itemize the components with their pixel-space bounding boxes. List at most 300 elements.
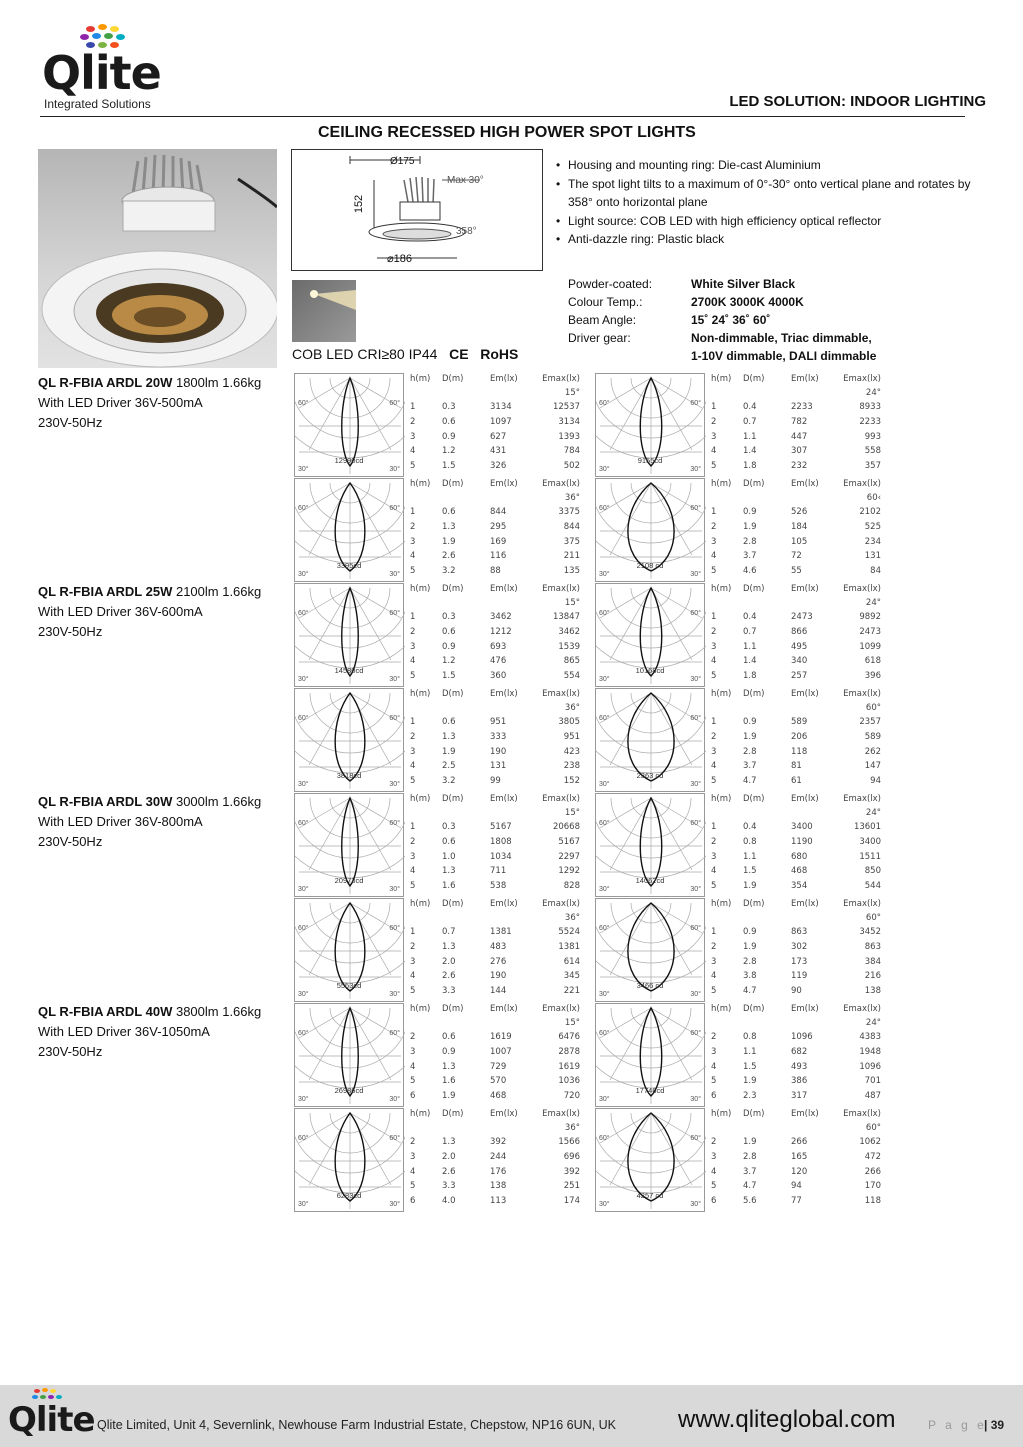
table-cell: 1	[410, 717, 416, 727]
table-row	[709, 612, 885, 624]
table-row	[709, 671, 885, 683]
table-cell: 1.3	[442, 1061, 456, 1072]
table-cell: 3	[711, 1151, 717, 1162]
table-cell: 4	[410, 656, 416, 667]
table-cell: 720	[563, 1091, 580, 1102]
table-row	[709, 732, 885, 744]
table-cell: 184	[791, 521, 808, 532]
table-cell: 1034	[490, 851, 512, 862]
table-cell: 5	[711, 776, 717, 787]
table-cell: 5	[410, 1076, 416, 1087]
table-cell: 1.5	[743, 1061, 757, 1072]
photometric-block	[595, 478, 885, 582]
candela-label: 12990cd	[334, 456, 364, 465]
table-cell: 131	[490, 761, 507, 772]
table-header-cell: Em(lx)	[791, 794, 819, 804]
candela-label: 9155cd	[637, 456, 663, 465]
spec-value: Non-dimmable, Triac dimmable,	[691, 331, 872, 345]
table-cell: 4.7	[743, 986, 757, 997]
feature-item: • Light source: COB LED with high efficiency optical reflector	[556, 212, 976, 231]
table-row	[709, 776, 885, 788]
polar-angle-label: 60°	[298, 400, 309, 407]
table-header	[408, 689, 584, 701]
table-cell: 3	[711, 536, 717, 547]
table-cell: 0.9	[442, 431, 456, 442]
table-cell: 618	[864, 656, 881, 667]
photometric-block	[294, 898, 584, 1002]
table-cell: 2233	[859, 416, 881, 427]
table-cell: 711	[490, 866, 507, 877]
photometric-block	[294, 1108, 584, 1212]
table-row	[408, 612, 584, 624]
table-row	[408, 1062, 584, 1074]
table-row	[408, 446, 584, 458]
polar-angle-label: 30°	[298, 781, 309, 788]
table-cell: 526	[791, 507, 808, 517]
table-cell: 4383	[859, 1032, 881, 1042]
table-cell: 558	[864, 446, 881, 457]
table-cell: 90	[791, 986, 802, 997]
table-cell: 20668	[552, 822, 580, 832]
table-cell: 99	[490, 776, 501, 787]
polar-angle-label: 30°	[599, 886, 610, 893]
feature-item: • The spot light tilts to a maximum of 0°-30° onto vertical plane and rotates by 358° onto horizontal plane	[556, 175, 976, 212]
table-row	[709, 822, 885, 834]
table-cell: 3.3	[442, 1181, 456, 1192]
polar-angle-label: 30°	[690, 1096, 701, 1103]
table-cell: 5	[711, 566, 717, 577]
polar-angle-label: 30°	[389, 676, 400, 683]
model-voltage: 230V-50Hz	[38, 415, 103, 430]
table-cell: 3.7	[743, 761, 757, 772]
spec-label: Colour Temp.:	[568, 295, 643, 309]
photometric-block	[294, 793, 584, 897]
table-cell: 386	[791, 1076, 808, 1087]
table-header-cell: h(m)	[711, 479, 732, 489]
table-row	[408, 1196, 584, 1208]
table-cell: 0.6	[442, 416, 456, 427]
table-cell: 472	[864, 1151, 881, 1162]
table-cell: 0.9	[442, 641, 456, 652]
polar-angle-label: 60°	[298, 925, 309, 932]
footer-address: Qlite Limited, Unit 4, Severnlink, Newhouse Farm Industrial Estate, Chepstow, NP16 6UN, UK	[97, 1418, 616, 1432]
candela-label: 26986cd	[334, 1086, 364, 1095]
table-cell: 4	[410, 866, 416, 877]
table-row	[709, 1152, 885, 1164]
table-cell: 844	[490, 507, 507, 517]
table-cell: 113	[490, 1196, 507, 1207]
table-cell: 782	[791, 416, 808, 427]
table-row	[408, 432, 584, 444]
table-row	[408, 971, 584, 983]
polar-angle-label: 30°	[690, 571, 701, 578]
table-cell: 152	[563, 776, 580, 787]
polar-angle-label: 60°	[389, 820, 400, 827]
table-cell: 2.0	[442, 1151, 456, 1162]
table-cell: 5	[711, 1076, 717, 1087]
table-cell: 2	[711, 1032, 717, 1042]
beam-angle-label: 60°	[865, 1123, 881, 1133]
table-row	[408, 566, 584, 578]
beam-angle-label: 60°	[865, 913, 881, 923]
table-cell: 1.8	[743, 461, 757, 472]
drawing-height: 152	[353, 194, 366, 214]
table-header-cell: h(m)	[410, 794, 431, 804]
table-header-cell: D(m)	[442, 584, 464, 594]
photometric-block	[595, 1003, 885, 1107]
table-header-cell: D(m)	[442, 1004, 464, 1014]
table-row	[709, 417, 885, 429]
table-cell: 5	[410, 776, 416, 787]
table-cell: 2	[410, 416, 416, 427]
model-name: QL R-FBIA ARDL 30W	[38, 794, 173, 809]
table-cell: 5	[410, 461, 416, 472]
table-row	[709, 1091, 885, 1103]
polar-diagram	[595, 373, 705, 477]
model-voltage: 230V-50Hz	[38, 1044, 103, 1059]
table-header	[709, 1109, 885, 1121]
table-header-cell: D(m)	[442, 1109, 464, 1119]
table-cell: 993	[864, 431, 881, 442]
table-row	[408, 1047, 584, 1059]
table-cell: 1007	[490, 1046, 512, 1057]
table-cell: 1.3	[442, 521, 456, 532]
table-row	[408, 461, 584, 473]
table-cell: 234	[864, 536, 881, 547]
polar-angle-label: 30°	[389, 781, 400, 788]
table-cell: 4	[410, 551, 416, 562]
model-driver: With LED Driver 36V-1050mA	[38, 1024, 210, 1039]
table-row	[408, 402, 584, 414]
table-cell: 2	[711, 521, 717, 532]
polar-angle-label: 60°	[599, 610, 610, 617]
table-cell: 138	[864, 986, 881, 997]
polar-angle-label: 30°	[389, 886, 400, 893]
polar-diagram	[595, 688, 705, 792]
polar-angle-label: 60°	[298, 820, 309, 827]
table-cell: 176	[490, 1166, 507, 1177]
table-cell: 72	[791, 551, 802, 562]
polar-angle-label: 60°	[389, 610, 400, 617]
table-cell: 951	[563, 731, 580, 742]
table-cell: 1619	[558, 1061, 580, 1072]
photometric-block	[595, 1108, 885, 1212]
table-row	[408, 852, 584, 864]
table-cell: 4	[711, 761, 717, 772]
table-header-cell: h(m)	[711, 374, 732, 384]
table-cell: 423	[563, 746, 580, 757]
table-cell: 190	[490, 971, 507, 982]
table-cell: 2.6	[442, 1166, 456, 1177]
table-cell: 4	[410, 761, 416, 772]
table-cell: 120	[791, 1166, 808, 1177]
footer-website-link[interactable]: www.qliteglobal.com	[678, 1406, 896, 1433]
table-cell: 614	[563, 956, 580, 967]
table-cell: 3	[410, 1151, 416, 1162]
table-cell: 3452	[859, 927, 881, 937]
table-cell: 570	[490, 1076, 507, 1087]
model-driver: With LED Driver 36V-600mA	[38, 604, 203, 619]
table-cell: 0.6	[442, 507, 456, 517]
table-cell: 4.7	[743, 1181, 757, 1192]
candela-label: 5553cd	[336, 981, 362, 990]
table-header	[709, 479, 885, 491]
polar-diagram	[294, 478, 404, 582]
photometric-block	[595, 373, 885, 477]
table-row	[408, 1181, 584, 1193]
table-cell: 55	[791, 566, 802, 577]
table-row	[709, 1167, 885, 1179]
beam-angle-label: 24°	[865, 598, 881, 608]
table-cell: 0.4	[743, 612, 757, 622]
polar-angle-label: 60°	[690, 1030, 701, 1037]
table-cell: 1.5	[442, 671, 456, 682]
polar-diagram	[595, 583, 705, 687]
table-cell: 5	[711, 986, 717, 997]
table-cell: 302	[791, 941, 808, 952]
table-cell: 6476	[558, 1032, 580, 1042]
polar-angle-label: 60°	[599, 400, 610, 407]
cert-text: COB LED CRI≥80 IP44	[292, 346, 438, 362]
table-cell: 493	[791, 1061, 808, 1072]
table-cell: 333	[490, 731, 507, 742]
polar-angle-label: 60°	[599, 1030, 610, 1037]
candela-label: 6283cd	[336, 1191, 362, 1200]
table-row	[709, 881, 885, 893]
table-header	[408, 1109, 584, 1121]
table-cell: 4	[410, 1166, 416, 1177]
table-cell: 627	[490, 431, 507, 442]
table-cell: 190	[490, 746, 507, 757]
beam-angle-label: 24°	[865, 388, 881, 398]
model-name: QL R-FBIA ARDL 20W	[38, 375, 173, 390]
table-header-cell: h(m)	[410, 689, 431, 699]
table-header	[408, 899, 584, 911]
table-cell: 144	[490, 986, 507, 997]
table-cell: 340	[791, 656, 808, 667]
spec-label: Powder-coated:	[568, 277, 653, 291]
table-row	[709, 927, 885, 939]
table-cell: 1	[410, 402, 416, 412]
polar-angle-label: 60°	[690, 925, 701, 932]
table-cell: 3	[410, 641, 416, 652]
polar-diagram	[294, 583, 404, 687]
table-cell: 4	[711, 446, 717, 457]
beam-angle-label: 36°	[564, 1123, 580, 1133]
table-header-cell: Emax(lx)	[542, 1004, 580, 1014]
table-cell: 170	[864, 1181, 881, 1192]
feature-list	[556, 156, 976, 249]
table-row	[709, 1047, 885, 1059]
table-cell: 5	[711, 1181, 717, 1192]
table-row	[709, 986, 885, 998]
table-row	[709, 942, 885, 954]
table-cell: 431	[490, 446, 507, 457]
table-cell: 118	[864, 1196, 881, 1207]
table-row	[408, 522, 584, 534]
table-cell: 1381	[490, 927, 512, 937]
beam-swatch	[292, 280, 356, 342]
table-cell: 266	[791, 1137, 808, 1147]
table-cell: 1.9	[743, 1076, 757, 1087]
table-row	[709, 432, 885, 444]
beam-angle-label: 24°	[865, 808, 881, 818]
table-cell: 1.0	[442, 851, 456, 862]
polar-diagram	[595, 478, 705, 582]
spec-label: Beam Angle:	[568, 313, 637, 327]
polar-angle-label: 30°	[690, 886, 701, 893]
polar-angle-label: 60°	[599, 1135, 610, 1142]
table-cell: 844	[563, 521, 580, 532]
footer-logo-wordmark: Qlite	[8, 1400, 95, 1440]
table-row	[408, 1137, 584, 1149]
table-row	[408, 837, 584, 849]
table-cell: 447	[791, 431, 808, 442]
table-header-cell: D(m)	[442, 374, 464, 384]
table-cell: 392	[490, 1137, 507, 1147]
polar-diagram	[294, 1108, 404, 1212]
table-cell: 2	[410, 731, 416, 742]
table-header-cell: Emax(lx)	[542, 794, 580, 804]
table-cell: 61	[791, 776, 802, 787]
model-info	[38, 582, 261, 642]
table-header-cell: h(m)	[410, 899, 431, 909]
table-cell: 701	[864, 1076, 881, 1087]
table-cell: 105	[791, 536, 808, 547]
product-photo	[38, 149, 277, 368]
table-cell: 4.7	[743, 776, 757, 787]
table-cell: 1.1	[743, 851, 757, 862]
table-header-cell: h(m)	[410, 584, 431, 594]
table-header-cell: h(m)	[711, 689, 732, 699]
table-cell: 5	[711, 671, 717, 682]
table-cell: 1.9	[442, 746, 456, 757]
table-row	[709, 402, 885, 414]
table-cell: 1619	[490, 1032, 512, 1042]
table-row	[408, 1032, 584, 1044]
table-cell: 165	[791, 1151, 808, 1162]
table-cell: 693	[490, 641, 507, 652]
beam-angle-label: 60‹	[866, 493, 881, 503]
table-row	[709, 642, 885, 654]
table-cell: 3.7	[743, 551, 757, 562]
drawing-rotate: 358°	[456, 226, 477, 237]
candela-label: 2108 cd	[636, 561, 664, 570]
table-cell: 1190	[791, 836, 813, 847]
table-cell: 495	[791, 641, 808, 652]
polar-angle-label: 30°	[298, 466, 309, 473]
table-cell: 3134	[490, 402, 512, 412]
polar-diagram	[294, 373, 404, 477]
table-row	[709, 866, 885, 878]
drawing-tilt: Max 30°	[447, 175, 484, 186]
table-cell: 2.3	[743, 1091, 757, 1102]
table-cell: 2	[410, 836, 416, 847]
table-cell: 1.4	[743, 656, 757, 667]
polar-angle-label: 30°	[599, 466, 610, 473]
table-row	[408, 927, 584, 939]
table-cell: 2.0	[442, 956, 456, 967]
model-name: QL R-FBIA ARDL 40W	[38, 1004, 173, 1019]
table-cell: 1	[711, 507, 717, 517]
table-cell: 0.7	[743, 626, 757, 637]
drawing-diameter-bottom: ⌀186	[387, 253, 412, 265]
table-cell: 2	[410, 626, 416, 637]
polar-angle-label: 60°	[690, 610, 701, 617]
table-cell: 131	[864, 551, 881, 562]
table-cell: 3	[711, 1046, 717, 1057]
table-header-cell: Emax(lx)	[843, 1109, 881, 1119]
table-cell: 9892	[859, 612, 881, 622]
model-voltage: 230V-50Hz	[38, 834, 103, 849]
table-cell: 251	[563, 1181, 580, 1192]
polar-angle-label: 60°	[599, 925, 610, 932]
table-cell: 828	[563, 881, 580, 892]
table-cell: 476	[490, 656, 507, 667]
spec-value: 1-10V dimmable, DALI dimmable	[691, 349, 877, 363]
polar-diagram	[595, 1003, 705, 1107]
photometric-block	[595, 583, 885, 687]
polar-angle-label: 30°	[298, 1096, 309, 1103]
table-cell: 0.9	[743, 927, 757, 937]
feature-item: • Anti-dazzle ring: Plastic black	[556, 230, 976, 249]
model-lumen: 2100lm 1.66kg	[175, 584, 262, 599]
table-header-cell: Emax(lx)	[542, 899, 580, 909]
polar-angle-label: 30°	[599, 676, 610, 683]
table-header	[408, 584, 584, 596]
table-row	[709, 507, 885, 519]
table-cell: 0.9	[442, 1046, 456, 1057]
table-cell: 0.7	[442, 927, 456, 937]
photometric-block	[294, 1003, 584, 1107]
table-cell: 211	[563, 551, 580, 562]
table-cell: 0.9	[743, 507, 757, 517]
table-header-cell: h(m)	[410, 1109, 431, 1119]
table-header	[709, 794, 885, 806]
table-header-cell: h(m)	[410, 479, 431, 489]
table-cell: 525	[864, 521, 881, 532]
table-cell: 357	[864, 461, 881, 472]
table-row	[709, 957, 885, 969]
table-row	[408, 761, 584, 773]
table-cell: 119	[791, 971, 808, 982]
table-cell: 3400	[791, 822, 813, 832]
polar-angle-label: 60°	[690, 1135, 701, 1142]
table-cell: 468	[490, 1091, 507, 1102]
table-cell: 13847	[552, 612, 580, 622]
table-cell: 2357	[859, 717, 881, 727]
table-cell: 1.6	[442, 881, 456, 892]
table-cell: 266	[864, 1166, 881, 1177]
model-name: QL R-FBIA ARDL 25W	[38, 584, 173, 599]
table-cell: 3462	[558, 626, 580, 637]
polar-angle-label: 30°	[298, 991, 309, 998]
polar-diagram	[294, 688, 404, 792]
certification-line	[292, 346, 518, 362]
table-cell: 232	[791, 461, 808, 472]
table-cell: 392	[563, 1166, 580, 1177]
photometric-block	[595, 688, 885, 792]
beam-angle-label: 15°	[564, 388, 580, 398]
table-row	[408, 942, 584, 954]
table-cell: 1511	[859, 851, 881, 862]
logo-wordmark: Qlite	[42, 46, 161, 100]
section-label: LED SOLUTION: INDOOR LIGHTING	[729, 93, 986, 110]
table-cell: 3.8	[743, 971, 757, 982]
table-cell: 216	[864, 971, 881, 982]
table-cell: 3	[410, 431, 416, 442]
header-divider	[40, 116, 965, 117]
